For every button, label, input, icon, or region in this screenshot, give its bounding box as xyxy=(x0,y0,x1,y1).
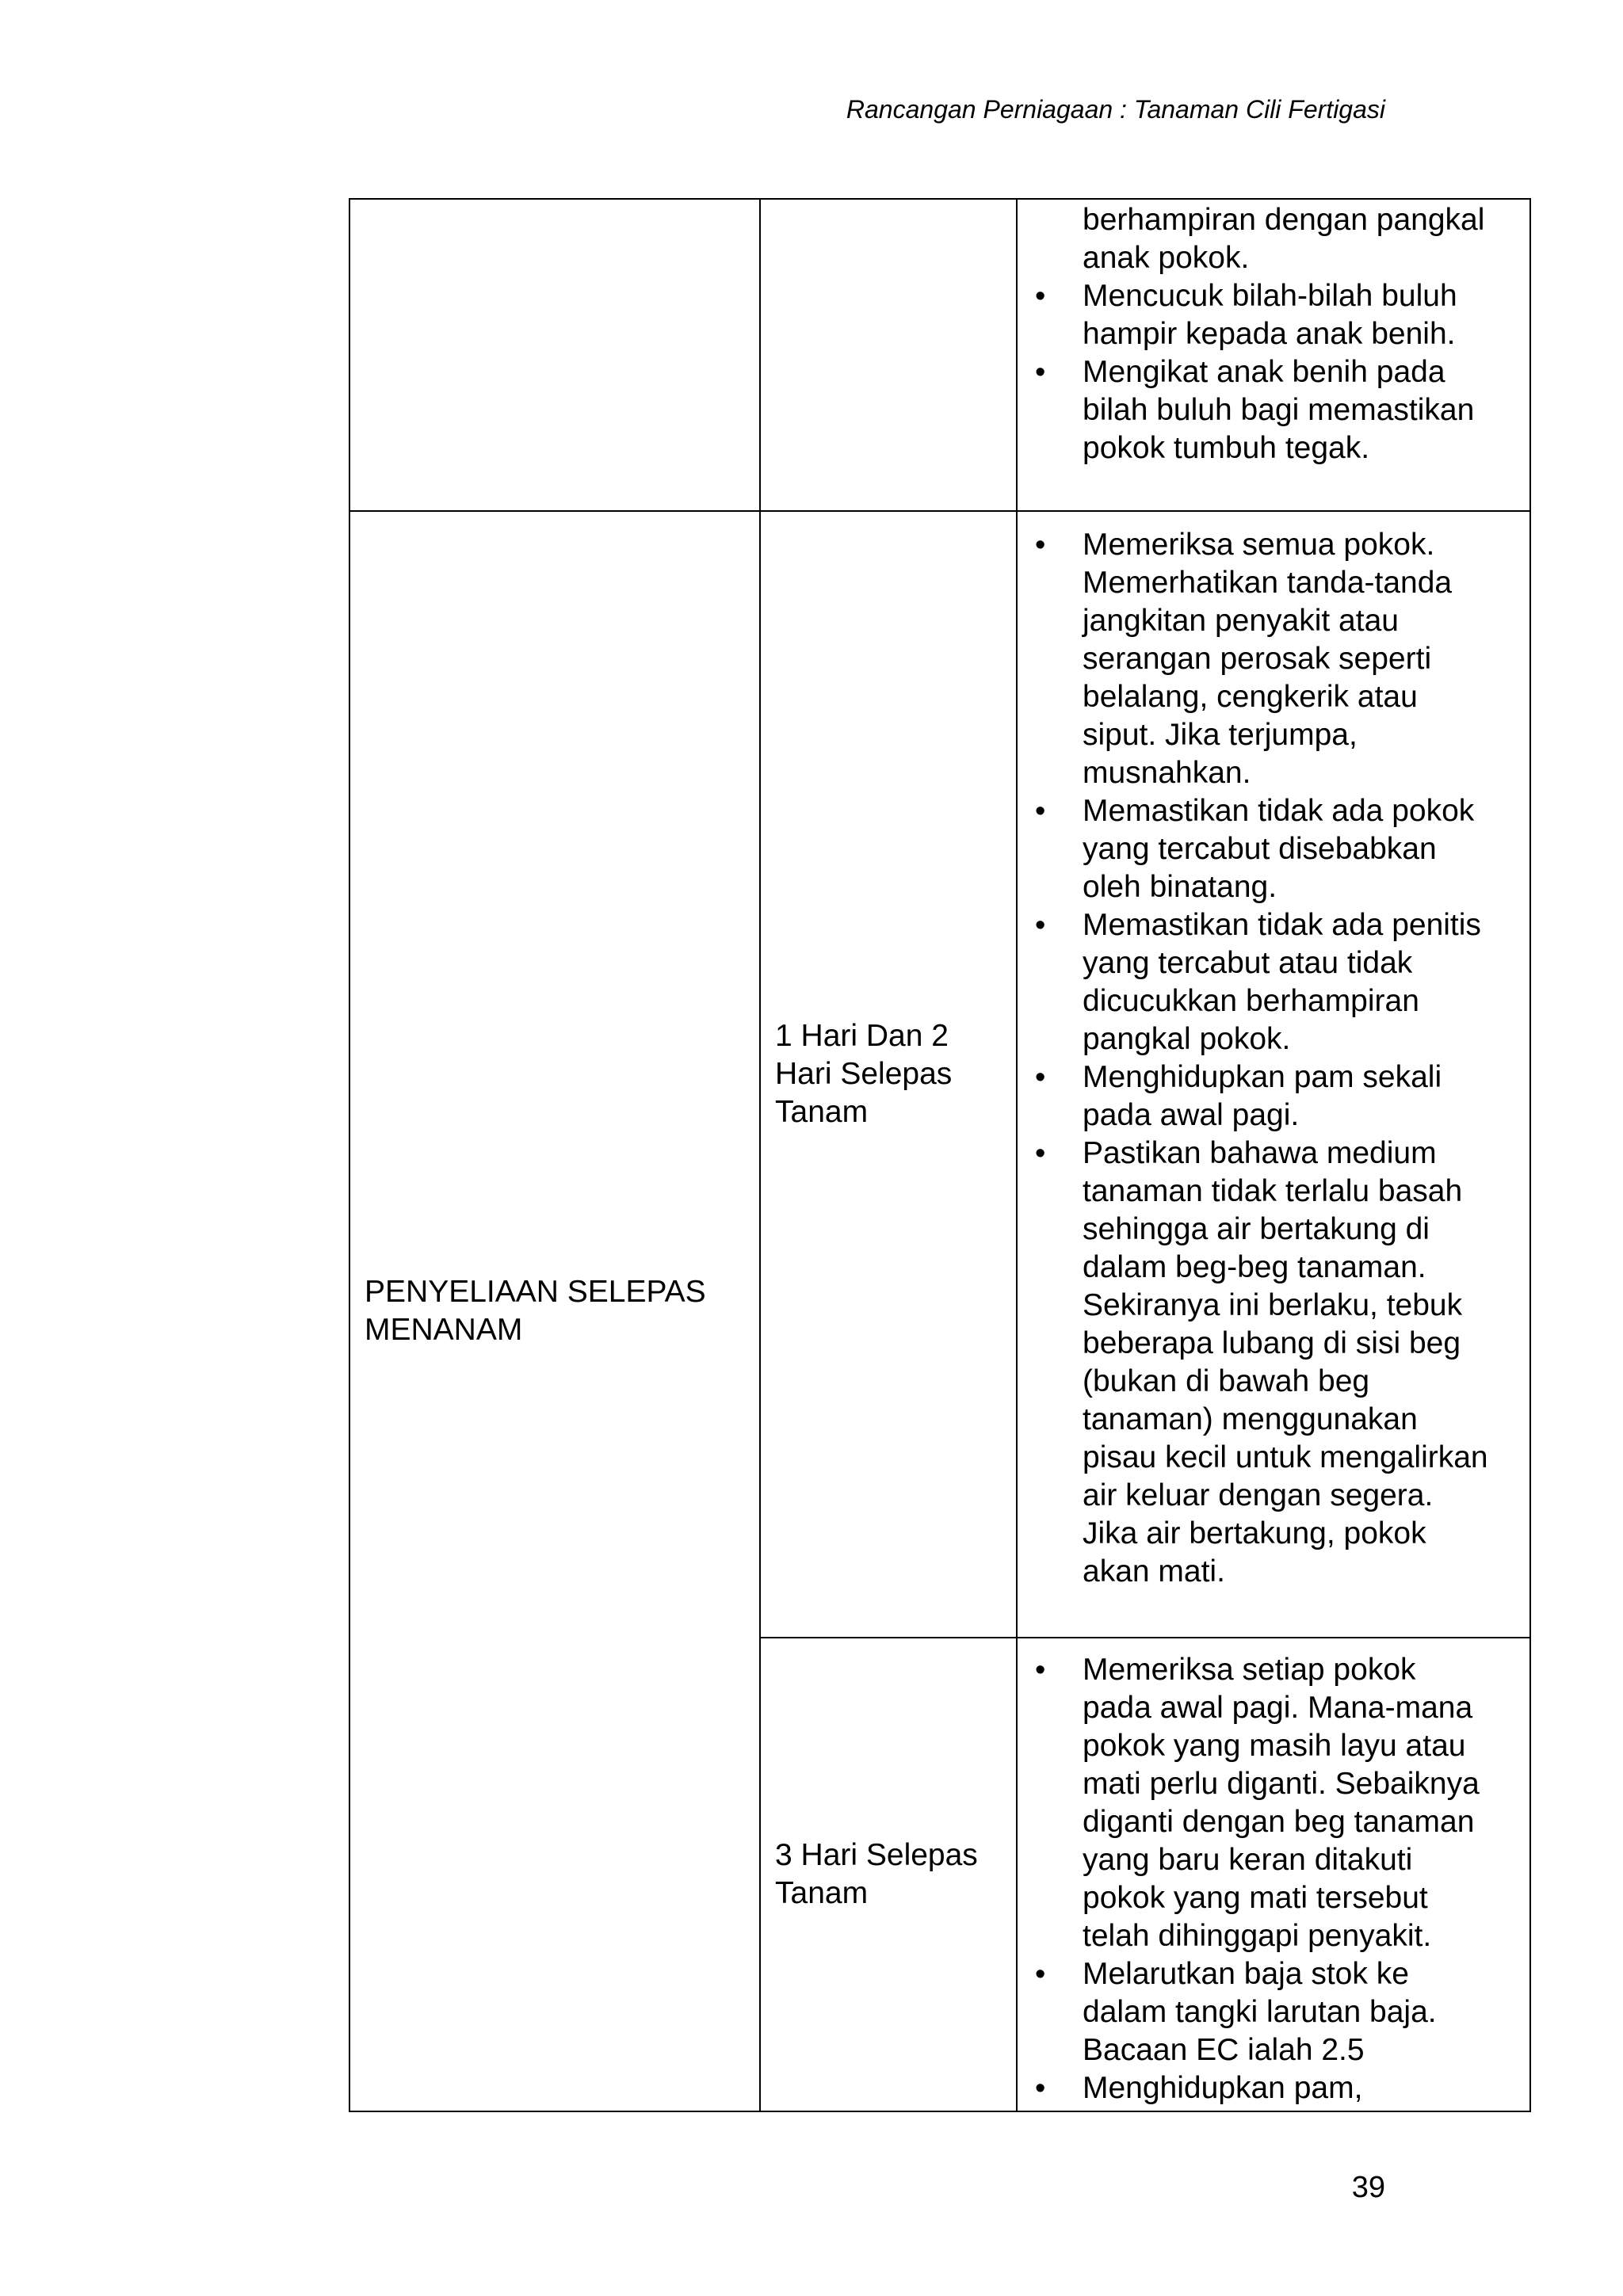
activity-list xyxy=(1018,201,1515,467)
timing-label: 1 Hari Dan 2 xyxy=(775,1019,949,1053)
timing-cell xyxy=(760,199,1017,511)
list-item: • Mengikat anak benih pada bilah buluh bagi memastikan pokok tumbuh tegak. xyxy=(1018,353,1515,467)
activities-cell xyxy=(1017,1638,1530,2111)
timing-cell xyxy=(760,1638,1017,2111)
stage-label: MENANAM xyxy=(365,1313,523,1347)
list-item: • Menghidupkan pam, xyxy=(1018,2069,1515,2107)
list-item: • Memeriksa semua pokok. Memerhatikan tanda-tanda jangkitan penyakit atau serangan perosak seperti belalang, cengkerik atau siput. Jika terjumpa, musnahkan. xyxy=(1018,526,1515,792)
activities-cell xyxy=(1017,199,1530,511)
table-row xyxy=(349,199,1530,511)
timing-label: Hari Selepas xyxy=(775,1057,953,1091)
timing-label: Tanam xyxy=(775,1876,869,1910)
schedule-table xyxy=(349,198,1531,2112)
page-number: 39 xyxy=(1351,2171,1385,2204)
timing-label: Tanam xyxy=(775,1095,869,1129)
timing-label: 3 Hari Selepas xyxy=(775,1838,978,1872)
timing-cell xyxy=(760,511,1017,1638)
running-header: Rancangan Perniagaan : Tanaman Cili Fertigasi xyxy=(846,95,1385,124)
stage-cell xyxy=(349,511,760,2111)
stage-label: PENYELIAAN SELEPAS xyxy=(365,1275,706,1309)
activity-list xyxy=(1018,1651,1515,2107)
list-item: • Memastikan tidak ada pokok yang tercabut disebabkan oleh binatang. xyxy=(1018,792,1515,906)
list-item: • Memastikan tidak ada penitis yang tercabut atau tidak dicucukkan berhampiran pangkal pokok. xyxy=(1018,906,1515,1058)
list-item: • Memeriksa setiap pokok pada awal pagi. Mana-mana pokok yang masih layu atau mati perlu diganti. Sebaiknya diganti dengan beg tanaman yang baru keran ditakuti pokok yang mati tersebut telah dihinggapi penyakit. xyxy=(1018,1651,1515,1955)
stage-cell xyxy=(349,199,760,511)
list-item: • Pastikan bahawa medium tanaman tidak terlalu basah sehingga air bertakung di dalam beg-beg tanaman. Sekiranya ini berlaku, tebuk beberapa lubang di sisi beg (bukan di bawah beg tanaman) menggunakan pisau kecil untuk mengalirkan air keluar dengan segera. Jika air bertakung, pokok akan mati. xyxy=(1018,1135,1515,1591)
list-item: • Menghidupkan pam sekali pada awal pagi. xyxy=(1018,1058,1515,1135)
list-item: • Melarutkan baja stok ke dalam tangki larutan baja. Bacaan EC ialah 2.5 xyxy=(1018,1955,1515,2069)
activities-cell xyxy=(1017,511,1530,1638)
list-item: berhampiran dengan pangkal anak pokok. xyxy=(1083,203,1485,275)
table-row xyxy=(349,511,1530,1638)
list-item: • Mencucuk bilah-bilah buluh hampir kepada anak benih. xyxy=(1018,277,1515,353)
activity-list xyxy=(1018,526,1515,1591)
